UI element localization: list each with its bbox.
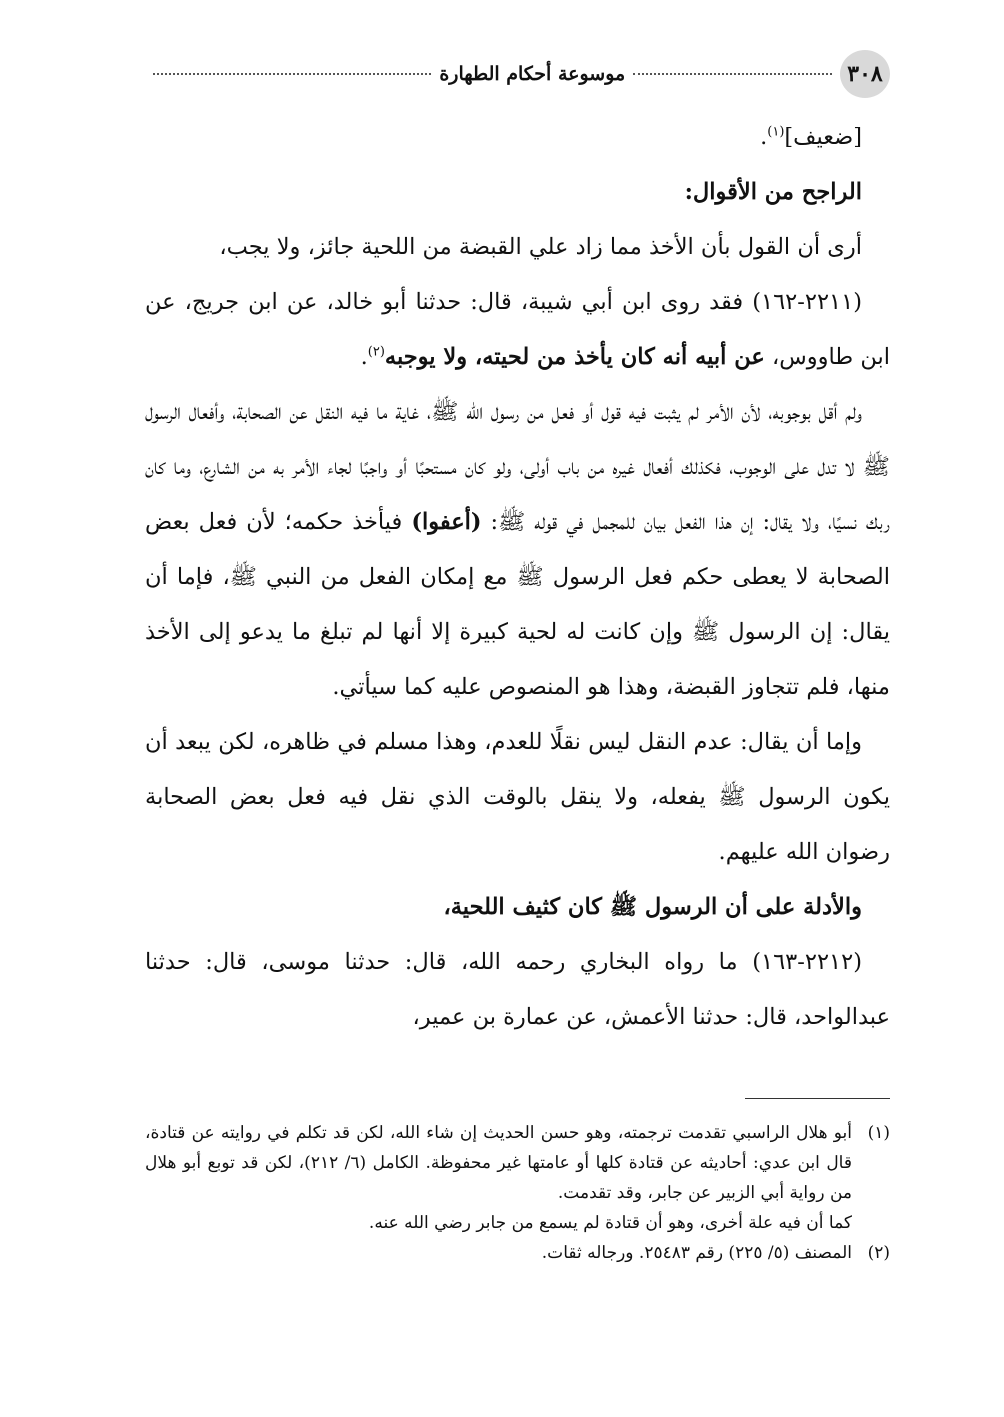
paragraph-hadith-2211 (145, 275, 890, 385)
footnote-ref-2: (٢) (367, 344, 385, 360)
footnote-number: (٢) (867, 1243, 890, 1263)
paragraph-hadith-2212: (٢٢١٢-١٦٣) ما رواه البخاري رحمه الله، قال: حدثنا موسى، قال: حدثنا عبدالواحد، قال: حدثنا الأعمش، عن عمارة بن عمير، (145, 949, 890, 1030)
footnote-text: المصنف (٥/ ٢٢٥) رقم ٢٥٤٨٣. ورجاله ثقات. (541, 1243, 852, 1263)
footnote-1 (145, 1118, 890, 1208)
paragraph-end: . (360, 344, 368, 370)
footnote-1-continued: كما أن فيه علة أخرى، وهو أن قتادة لم يسمع من جابر رضي الله عنه. (368, 1213, 852, 1233)
header-dots-left (153, 73, 431, 75)
page-number: ٣٠٨ (840, 50, 890, 98)
footnote-ref-1: (١) (767, 124, 785, 140)
quoted-word: (أعفوا) (411, 509, 482, 535)
footnote-number: (١) (867, 1123, 890, 1143)
reasoning-part-2: فيأخذ حكمه؛ لأن فعل بعض الصحابة لا يعطى حكم فعل الرسول ﷺ مع إمكان الفعل من النبي ﷺ، فإما أن يقال: إن الرسول ﷺ وإن كانت له لحية كبيرة إلا أنها لم تبلغ ما يدعو إلى الأخذ منها، فلم تتجاوز القبضة، وهذا هو المنصوص عليه كما سيأتي. (145, 509, 890, 700)
hadith-text: عن أبيه أنه كان يأخذ من لحيته، ولا يوجبه (384, 344, 765, 370)
heading-evidence: والأدلة على أن الرسول ﷺ كان كثيف اللحية، (443, 894, 862, 920)
heading-preferred-opinion: الراجح من الأقوال: (684, 179, 862, 205)
header-dots-right (633, 73, 832, 75)
paragraph-opinion: أرى أن القول بأن الأخذ مما زاد علي القبضة من اللحية جائز، ولا يجب، (219, 234, 862, 260)
paragraph-reasoning (145, 385, 890, 715)
weak-grade: [ضعيف] (784, 124, 862, 150)
footnotes (145, 1118, 890, 1268)
footnote-separator (745, 1098, 890, 1099)
paragraph-absence: وإما أن يقال: عدم النقل ليس نقلًا للعدم، وهذا مسلم في ظاهره، لكن يبعد أن يكون الرسول ﷺ يفعله، ولا ينقل بالوقت الذي نقل فيه فعل بعض الصحابة رضوان الله عليهم. (145, 729, 890, 865)
footnote-2 (145, 1238, 890, 1268)
page-header (145, 50, 890, 98)
reasoning-part-1: ولم أقل بوجوبه، لأن الأمر لم يثبت فيه قول أو فعل من رسول الله ﷺ، غاية ما فيه النقل عن الصحابة، وأفعال الرسول ﷺ لا تدل على الوجوب، فكذلك أفعال غيره من باب أولى، ولو كان مستحبًا أو واجبًا لجاء الأمر به من الشارع، وما كان ربك نسيًا، ولا يقال: إن هذا الفعل بيان للمجمل في قوله ﷺ: (145, 399, 891, 535)
main-text (145, 110, 890, 1045)
paragraph-weak (145, 110, 890, 165)
running-title: موسوعة أحكام الطهارة (439, 63, 626, 85)
footnote-text: أبو هلال الراسبي تقدمت ترجمته، وهو حسن الحديث إن شاء الله، لكن قد تكلم في روايته عن قتادة، قال ابن عدي: أحاديثه عن قتادة كلها أو عامتها غير محفوظة. الكامل (٦/ ٢١٢)، لكن قد توبع أبو هلال من رواية أبي الزبير عن جابر، وقد تقدمت. (145, 1123, 852, 1203)
hadith-chain: (٢٢١١-١٦٢) فقد روى ابن أبي شيبة، قال: حدثنا أبو خالد، عن ابن جريج، عن ابن طاووس، (145, 289, 890, 370)
paragraph-end: . (760, 124, 768, 150)
